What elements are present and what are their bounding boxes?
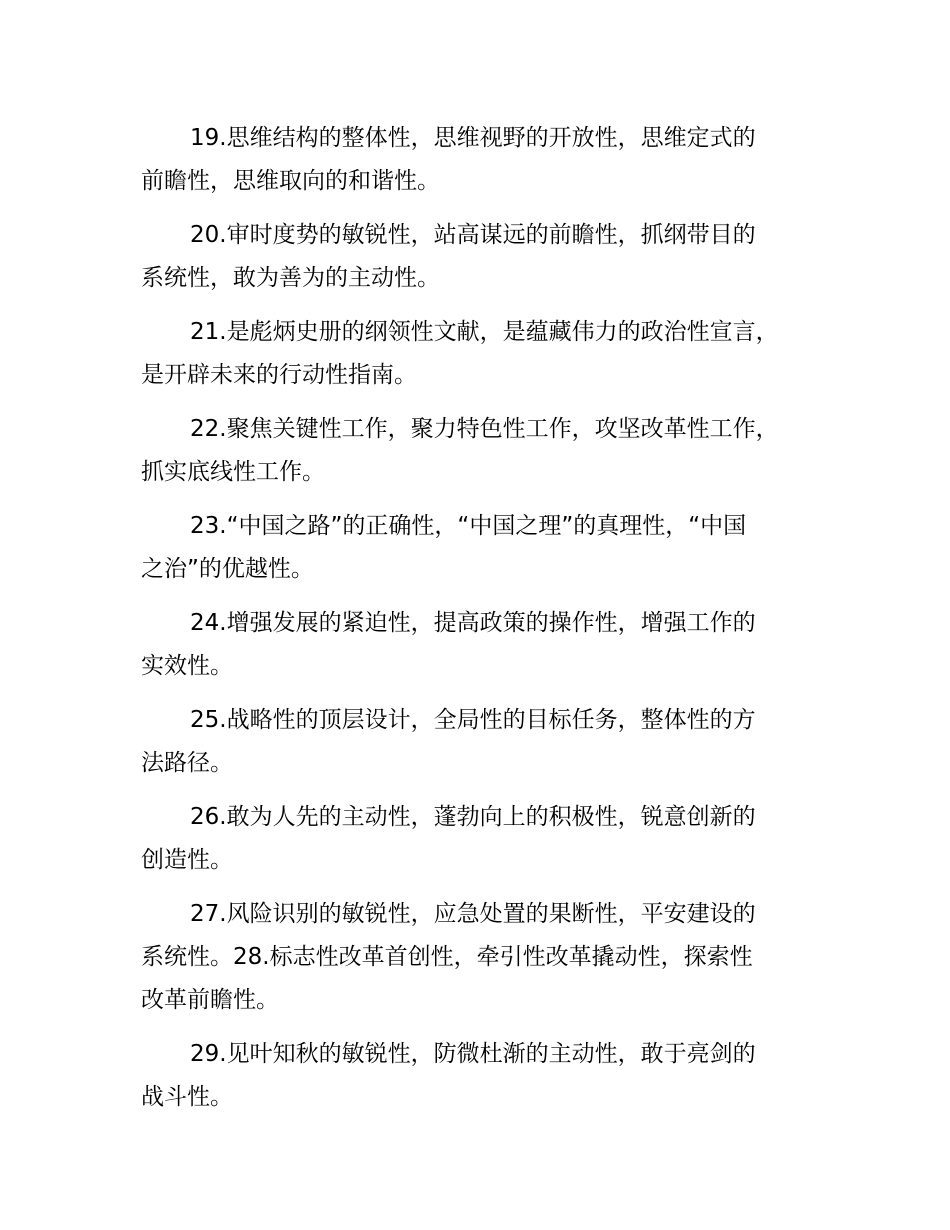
paragraph-line: 19.思维结构的整体性，思维视野的开放性，思维定式的 bbox=[190, 125, 756, 151]
paragraph-19 bbox=[141, 117, 841, 203]
paragraph-line: 27.风险识别的敏锐性，应急处置的果断性，平安建设的 bbox=[190, 901, 756, 927]
paragraph-line: 22.聚焦关键性工作，聚力特色性工作，攻坚改革性工作， bbox=[190, 416, 779, 442]
paragraph-line: 法路径。 bbox=[141, 750, 233, 776]
paragraph-line: 改革前瞻性。 bbox=[141, 987, 279, 1013]
paragraph-line: 抓实底线性工作。 bbox=[141, 459, 325, 485]
paragraph-line: 21.是彪炳史册的纲领性文献，是蕴藏伟力的政治性宣言， bbox=[190, 319, 779, 345]
paragraph-20 bbox=[141, 214, 841, 300]
paragraph-line: 战斗性。 bbox=[141, 1084, 233, 1110]
document-page bbox=[141, 117, 841, 1130]
paragraph-line: 系统性，敢为善为的主动性。 bbox=[141, 265, 440, 291]
paragraph-28 bbox=[141, 1033, 841, 1119]
paragraph-22 bbox=[141, 408, 841, 494]
paragraph-24 bbox=[141, 602, 841, 688]
paragraph-26 bbox=[141, 796, 841, 882]
paragraph-line: 29.见叶知秋的敏锐性，防微杜渐的主动性，敢于亮剑的 bbox=[190, 1041, 756, 1067]
paragraph-line: 26.敢为人先的主动性，蓬勃向上的积极性，锐意创新的 bbox=[190, 804, 756, 830]
paragraph-line: 20.审时度势的敏锐性，站高谋远的前瞻性，抓纲带目的 bbox=[190, 222, 756, 248]
paragraph-line: 实效性。 bbox=[141, 653, 233, 679]
paragraph-line: 系统性。28.标志性改革首创性，牵引性改革撬动性，探索性 bbox=[141, 944, 753, 970]
paragraph-line: 是开辟未来的行动性指南。 bbox=[141, 362, 417, 388]
paragraph-25 bbox=[141, 699, 841, 785]
paragraph-21 bbox=[141, 311, 841, 397]
paragraph-line: 25.战略性的顶层设计，全局性的目标任务，整体性的方 bbox=[190, 707, 756, 733]
paragraph-line: 前瞻性，思维取向的和谐性。 bbox=[141, 168, 440, 194]
paragraph-line: 之治”的优越性。 bbox=[141, 556, 314, 582]
paragraph-23 bbox=[141, 505, 841, 591]
paragraph-line: 23.“中国之路”的正确性，“中国之理”的真理性，“中国 bbox=[190, 513, 747, 539]
paragraph-line: 24.增强发展的紧迫性，提高政策的操作性，增强工作的 bbox=[190, 610, 756, 636]
paragraph-line: 创造性。 bbox=[141, 847, 233, 873]
paragraph-27 bbox=[141, 893, 841, 1022]
